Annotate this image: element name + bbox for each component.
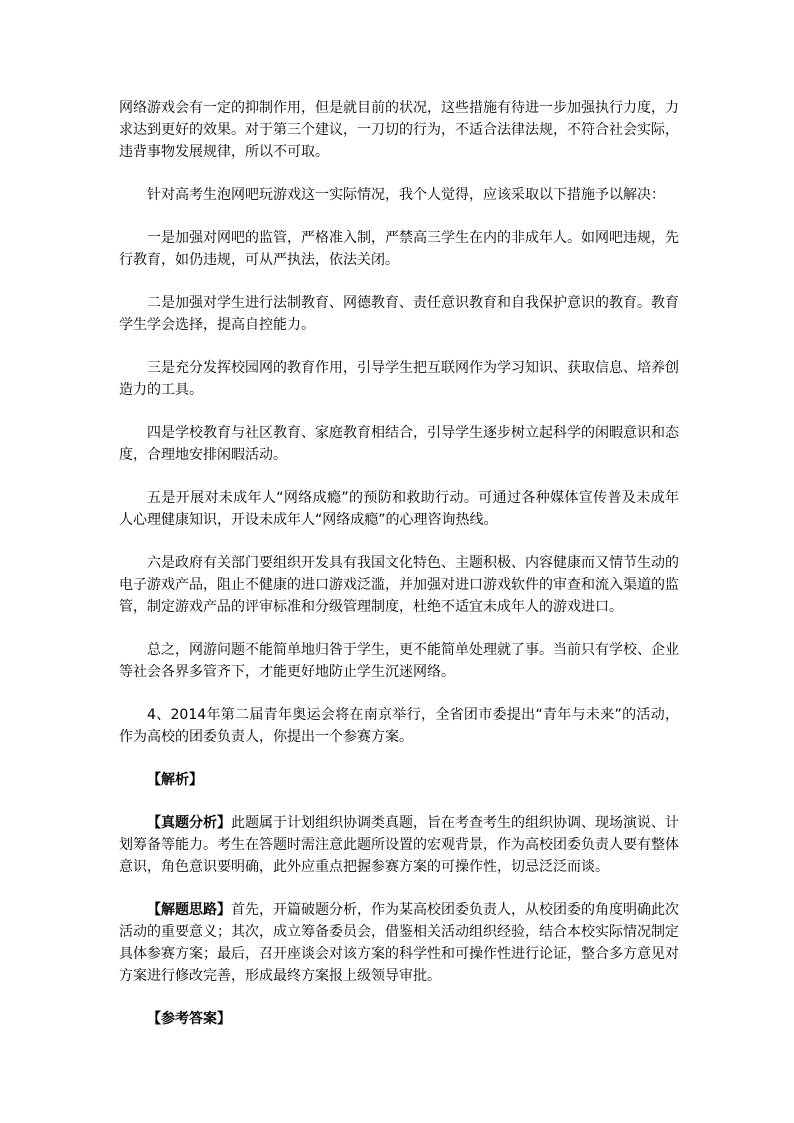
paragraph-measure-4: 四是学校教育与社区教育、家庭教育相结合，引导学生逐步树立起科学的闲暇意识和态度，合理地安排闲暇活动。 <box>119 425 679 463</box>
paragraph-measure-2: 二是加强对学生进行法制教育、网德教育、责任意识教育和自我保护意识的教育。教育学生学会选择，提高自控能力。 <box>119 295 679 333</box>
question-analysis-label: 【真题分析】 <box>147 815 231 831</box>
paragraph-conclusion: 总之，网游问题不能简单地归咎于学生，更不能简单处理就了事。当前只有学校、企业等社会各界多管齐下，才能更好地防止学生沉迷网络。 <box>119 642 679 680</box>
solving-approach-text: 首先，开篇破题分析，作为某高校团委负责人，从校团委的角度明确此次活动的重要意义；其次，成立筹备委员会，借鉴相关活动组织经验，结合本校实际情况制定具体参赛方案；最后，召开座谈会对该方案的科学性和可操作性进行论证，整合多方意见对方案进行修改完善，形成最终方案报上级领导审批。 <box>119 902 679 984</box>
document-page <box>119 97 679 1051</box>
paragraph-question-4: 4、2014年第二届青年奥运会将在南京举行，全省团市委提出“青年与未来”的活动，作为高校的团委负责人，你提出一个参赛方案。 <box>119 707 679 745</box>
paragraph-measure-3: 三是充分发挥校园网的教育作用，引导学生把互联网作为学习知识、获取信息、培养创造力的工具。 <box>119 360 679 398</box>
paragraph-measure-1: 一是加强对网吧的监管，严格准入制，严禁高三学生在内的非成年人。如网吧违规，先行教育，如仍违规，可从严执法，依法关闭。 <box>119 230 679 268</box>
paragraph-question-analysis <box>119 812 679 878</box>
paragraph-solving-approach <box>119 899 679 987</box>
solving-approach-label: 【解题思路】 <box>147 902 231 918</box>
question-analysis-text: 此题属于计划组织协调类真题，旨在考查考生的组织协调、现场演说、计划筹备等能力。考生在答题时需注意此题所设置的宏观背景，作为高校团委负责人要有整体意识，角色意识要明确，此外应重点把握参赛方案的可操作性，切忌泛泛而谈。 <box>119 815 679 875</box>
analysis-heading: 【解析】 <box>147 772 203 788</box>
paragraph-measures-intro: 针对高考生泡网吧玩游戏这一实际情况，我个人觉得，应该采取以下措施予以解决： <box>147 187 665 203</box>
paragraph-continuation: 网络游戏会有一定的抑制作用，但是就目前的状况，这些措施有待进一步加强执行力度，力求达到更好的效果。对于第三个建议，一刀切的行为，不适合法律法规，不符合社会实际，违背事物发展规律，所以不可取。 <box>119 100 679 160</box>
paragraph-measure-6: 六是政府有关部门要组织开发具有我国文化特色、主题积极、内容健康而又情节生动的电子游戏产品，阻止不健康的进口游戏泛滥，并加强对进口游戏软件的审查和流入渠道的监管，制定游戏产品的评审标准和分级管理制度，杜绝不适宜未成年人的游戏进口。 <box>119 555 679 615</box>
paragraph-measure-5: 五是开展对未成年人“网络成瘾”的预防和救助行动。可通过各种媒体宣传普及未成年人心理健康知识，开设未成年人“网络成瘾”的心理咨询热线。 <box>119 490 679 528</box>
reference-answer-heading: 【参考答案】 <box>147 1011 231 1027</box>
